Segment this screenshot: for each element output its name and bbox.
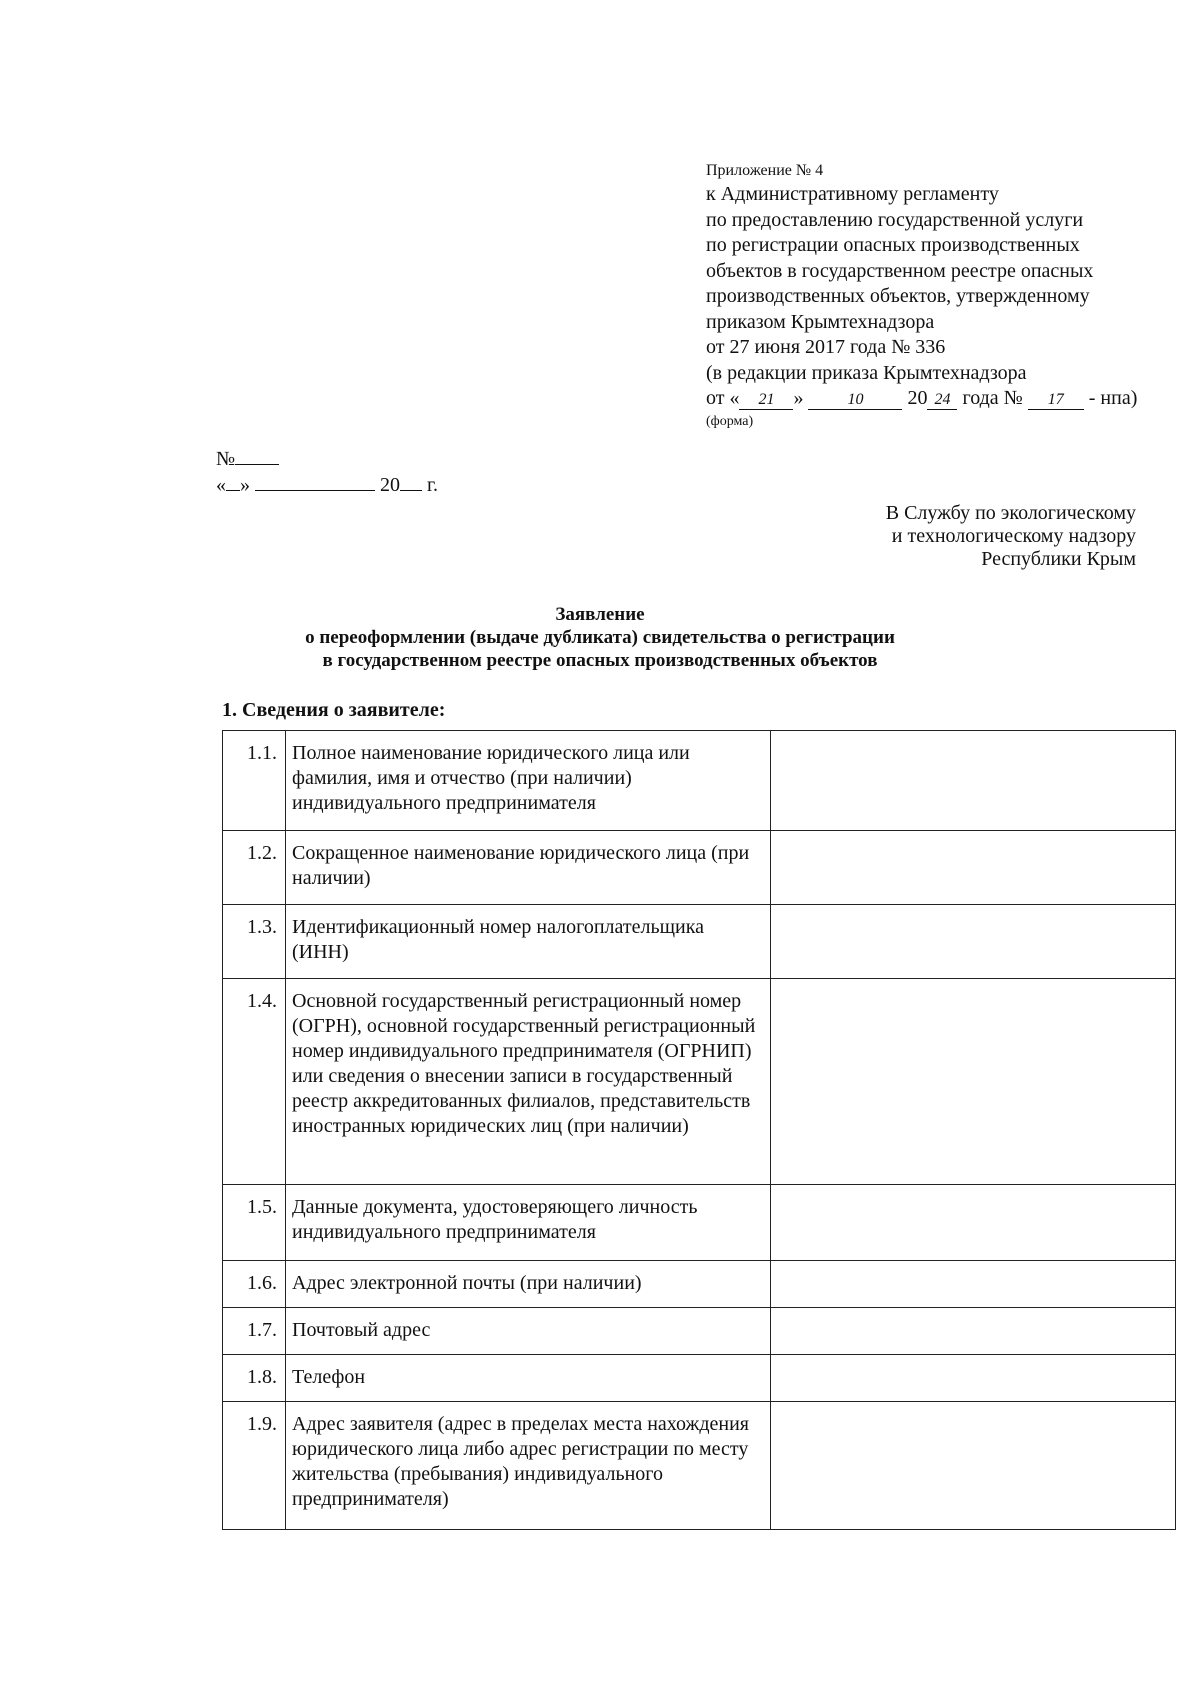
year-blank[interactable]	[400, 472, 422, 491]
date-open-quote: «	[216, 474, 226, 496]
year-suffix: г.	[427, 474, 438, 496]
addressee-block	[736, 502, 1136, 571]
row-number: 1.1.	[223, 731, 286, 831]
table-row	[223, 1261, 1176, 1308]
date-close-quote: »	[240, 474, 250, 496]
table-row	[223, 905, 1176, 979]
section-heading: 1. Сведения о заявителе:	[222, 699, 446, 721]
row-value-cell[interactable]	[771, 831, 1176, 905]
addressee-line: В Службу по экологическому	[885, 502, 1136, 524]
table-row	[223, 1308, 1176, 1355]
appendix-line: к Административному регламенту	[706, 183, 999, 205]
row-value-cell[interactable]	[771, 1261, 1176, 1308]
appendix-line: по регистрации опасных производственных	[706, 234, 1080, 256]
document-title	[0, 603, 1200, 672]
edition-number: 17	[1028, 391, 1084, 410]
row-label: Полное наименование юридического лица или фамилия, имя и отчество (при наличии) индивидуального предпринимателя	[286, 731, 771, 831]
edition-line	[706, 386, 1176, 412]
row-value-cell[interactable]	[771, 1402, 1176, 1530]
addressee-line: и технологическому надзору	[891, 525, 1136, 547]
edition-month: 10	[808, 391, 902, 410]
edition-year-suffix: года №	[962, 387, 1023, 409]
row-value-cell[interactable]	[771, 1355, 1176, 1402]
row-number: 1.9.	[223, 1402, 286, 1530]
appendix-line: объектов в государственном реестре опасных	[706, 259, 1094, 282]
row-label: Идентификационный номер налогоплательщика (ИНН)	[286, 905, 771, 979]
title-line: Заявление	[555, 604, 645, 625]
appendix-line: (в редакции приказа Крымтехнадзора	[706, 361, 1027, 384]
row-label: Адрес заявителя (адрес в пределах места нахождения юридического лица либо адрес регистрации по месту жительства (пребывания) индивидуального предпринимателя)	[286, 1402, 771, 1530]
appendix-line: Приложение № 4	[706, 162, 824, 179]
registration-date-line	[216, 472, 438, 498]
table-row	[223, 831, 1176, 905]
title-line: в государственном реестре опасных производственных объектов	[322, 650, 878, 671]
row-number: 1.5.	[223, 1185, 286, 1261]
row-label: Данные документа, удостоверяющего личность индивидуального предпринимателя	[286, 1185, 771, 1261]
row-label: Основной государственный регистрационный номер (ОГРН), основной государственный регистрационный номер индивидуального предпринимателя (ОГРНИП) или сведения о внесении записи в государственный реестр аккредитованных филиалов, представительств иностранных юридических лиц (при наличии)	[286, 979, 771, 1185]
registration-block	[216, 446, 438, 498]
form-label: (форма)	[706, 413, 754, 429]
table-row	[223, 1185, 1176, 1261]
row-number: 1.2.	[223, 831, 286, 905]
row-value-cell[interactable]	[771, 1308, 1176, 1355]
edition-year: 24	[927, 391, 957, 410]
number-sign: №	[216, 448, 236, 470]
appendix-block	[706, 160, 1176, 432]
applicant-info-table	[222, 730, 1176, 1530]
row-value-cell[interactable]	[771, 979, 1176, 1185]
edition-sep: »	[793, 387, 804, 409]
row-value-cell[interactable]	[771, 1185, 1176, 1261]
row-number: 1.8.	[223, 1355, 286, 1402]
row-label: Телефон	[286, 1355, 771, 1402]
day-blank[interactable]	[226, 472, 240, 491]
appendix-line: производственных объектов, утвержденному	[706, 285, 1090, 307]
table-row	[223, 1355, 1176, 1402]
table-row	[223, 979, 1176, 1185]
row-number: 1.6.	[223, 1261, 286, 1308]
row-label: Почтовый адрес	[286, 1308, 771, 1355]
row-number: 1.4.	[223, 979, 286, 1185]
table-row	[223, 1402, 1176, 1530]
appendix-line: по предоставлению государственной услуги	[706, 208, 1084, 231]
row-value-cell[interactable]	[771, 905, 1176, 979]
registration-number-line	[216, 446, 438, 472]
row-label: Адрес электронной почты (при наличии)	[286, 1261, 771, 1308]
edition-prefix: от «	[706, 387, 740, 409]
row-number: 1.7.	[223, 1308, 286, 1355]
number-blank[interactable]	[235, 446, 279, 465]
edition-year-prefix: 20	[907, 387, 928, 409]
title-line: о переоформлении (выдаче дубликата) свидетельства о регистрации	[305, 627, 895, 648]
edition-suffix: - нпа)	[1088, 387, 1138, 409]
table-row	[223, 731, 1176, 831]
year-prefix: 20	[380, 474, 400, 496]
row-value-cell[interactable]	[771, 731, 1176, 831]
appendix-line: от 27 июня 2017 года № 336	[706, 336, 946, 358]
row-label: Сокращенное наименование юридического лица (при наличии)	[286, 831, 771, 905]
appendix-line: приказом Крымтехнадзора	[706, 310, 935, 333]
addressee-line: Республики Крым	[981, 548, 1136, 570]
row-number: 1.3.	[223, 905, 286, 979]
edition-day: 21	[739, 391, 793, 410]
month-blank[interactable]	[255, 472, 375, 491]
